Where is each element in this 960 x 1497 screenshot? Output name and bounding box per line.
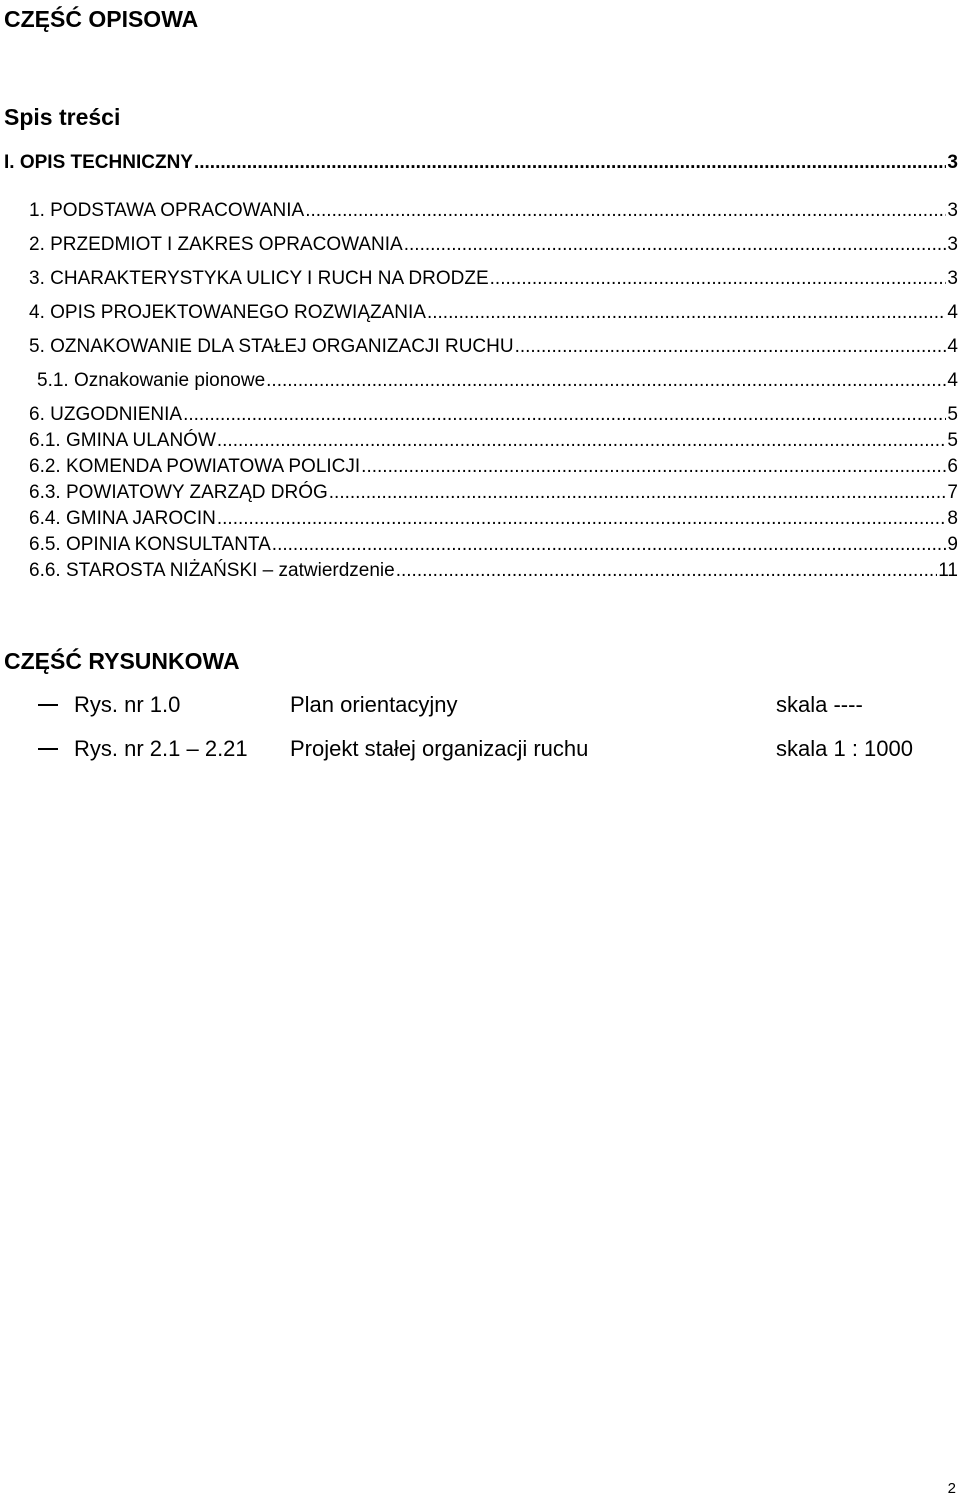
toc-entry-zarzad-drog[interactable] [4, 482, 958, 508]
drawings-heading: CZĘŚĆ RYSUNKOWA [4, 648, 240, 674]
toc-entry-label: 2. PRZEDMIOT I ZAKRES OPRACOWANIA [29, 234, 403, 255]
toc-entry-label: 6. UZGODNIENIA [29, 404, 183, 425]
toc-entry-komenda-policji[interactable] [4, 456, 958, 482]
toc-leader-dots [305, 200, 946, 222]
toc-entry-page: 3 [947, 152, 958, 173]
toc-entry-label: 5.1. Oznakowanie pionowe [37, 370, 266, 391]
toc-entry-label: 3. CHARAKTERYSTYKA ULICY I RUCH NA DRODZE [29, 268, 489, 289]
drawing-item [0, 734, 960, 778]
toc-leader-dots [272, 534, 947, 556]
toc-entry-uzgodnienia[interactable] [4, 404, 958, 430]
toc-entry-page: 6 [947, 456, 958, 477]
dash-bullet-icon [38, 704, 58, 706]
toc-entry-label: 6.3. POWIATOWY ZARZĄD DRÓG [29, 482, 328, 503]
toc-entry-oznakowanie[interactable] [4, 336, 958, 370]
toc-entry-page: 3 [947, 268, 958, 289]
toc-entry-page: 4 [947, 336, 958, 357]
drawing-scale: skala ---- [776, 692, 863, 717]
drawing-code: Rys. nr 1.0 [74, 692, 181, 717]
toc-entry-gmina-jarocin[interactable] [4, 508, 958, 534]
drawing-description: Projekt stałej organizacji ruchu [290, 736, 589, 761]
toc-leader-dots [194, 152, 946, 174]
toc-entry-przedmiot[interactable] [4, 234, 958, 268]
toc-entry-page: 11 [938, 560, 958, 581]
toc-entry-label: 6.6. STAROSTA NIŻAŃSKI – zatwierdzenie [29, 560, 395, 581]
toc-entry-label: I. OPIS TECHNICZNY [4, 152, 193, 173]
drawing-item [0, 690, 960, 734]
toc-leader-dots [266, 370, 946, 392]
toc-leader-dots [183, 404, 946, 426]
drawings-list [0, 690, 960, 778]
toc-entry-page: 8 [947, 508, 958, 529]
toc-entry-label: 1. PODSTAWA OPRACOWANIA [29, 200, 305, 221]
toc-entry-starosta[interactable] [4, 560, 958, 586]
document-title: CZĘŚĆ OPISOWA [4, 6, 199, 32]
toc-entry-label: 6.4. GMINA JAROCIN [29, 508, 216, 529]
toc-leader-dots [361, 456, 946, 478]
toc-entry-opis-techniczny[interactable] [4, 152, 958, 200]
toc-entry-label: 6.1. GMINA ULANÓW [29, 430, 216, 451]
toc-leader-dots [515, 336, 947, 358]
toc-entry-label: 6.2. KOMENDA POWIATOWA POLICJI [29, 456, 361, 477]
toc-leader-dots [217, 508, 947, 530]
drawing-code: Rys. nr 2.1 – 2.21 [74, 736, 248, 761]
toc-leader-dots [396, 560, 938, 582]
toc-entry-charakterystyka[interactable] [4, 268, 958, 302]
toc-entry-page: 4 [947, 370, 958, 391]
toc-entry-page: 7 [947, 482, 958, 503]
drawing-scale: skala 1 : 1000 [776, 736, 913, 761]
toc-entry-page: 3 [947, 234, 958, 255]
dash-bullet-icon [38, 748, 58, 750]
toc-leader-dots [490, 268, 947, 290]
toc-entry-oznakowanie-pionowe[interactable] [4, 370, 958, 404]
toc-entry-label: 6.5. OPINIA KONSULTANTA [29, 534, 271, 555]
toc-leader-dots [329, 482, 947, 504]
toc-entry-page: 9 [947, 534, 958, 555]
toc-entry-opinia-konsultanta[interactable] [4, 534, 958, 560]
toc-entry-page: 4 [947, 302, 958, 323]
toc-entry-label: 4. OPIS PROJEKTOWANEGO ROZWIĄZANIA [29, 302, 426, 323]
page-number: 2 [947, 1480, 956, 1497]
toc-leader-dots [427, 302, 946, 324]
toc-entry-page: 5 [947, 404, 958, 425]
toc-entry-page: 5 [947, 430, 958, 451]
toc-leader-dots [404, 234, 947, 256]
toc-entry-label: 5. OZNAKOWANIE DLA STAŁEJ ORGANIZACJI RUCHU [29, 336, 514, 357]
drawing-description: Plan orientacyjny [290, 692, 458, 717]
toc-heading: Spis treści [4, 104, 121, 130]
toc-entry-page: 3 [947, 200, 958, 221]
toc-entry-gmina-ulanow[interactable] [4, 430, 958, 456]
toc-leader-dots [217, 430, 947, 452]
toc-entry-podstawa[interactable] [4, 200, 958, 234]
toc-entry-opis-projektowanego[interactable] [4, 302, 958, 336]
table-of-contents [4, 152, 958, 586]
